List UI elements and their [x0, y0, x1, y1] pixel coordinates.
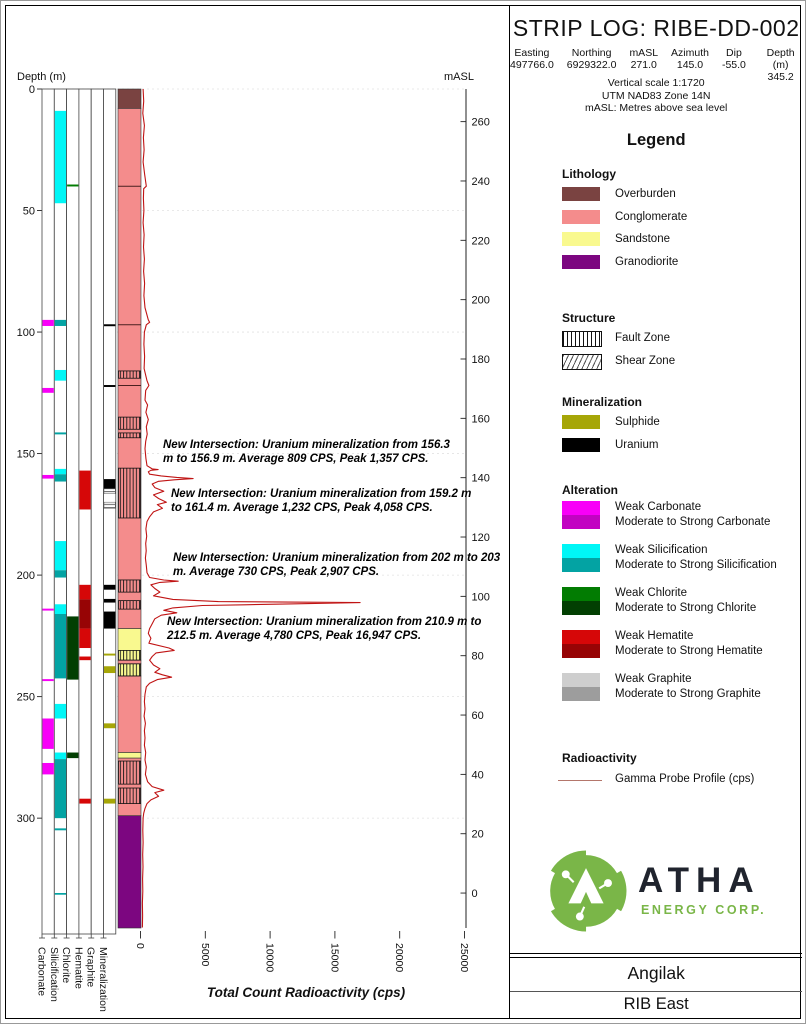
title-block-divider-2: [510, 957, 802, 958]
fault-zone: [119, 371, 141, 378]
bar-silicification: [55, 753, 66, 760]
project-name: Angilak: [627, 963, 685, 983]
intersection-annotation: New Intersection: Uranium mineralization from 156.3 m to 156.9 m. Average 809 CPS, Peak 1,357 CPS.: [163, 439, 450, 465]
intersection-annotation: New Intersection: Uranium mineralization from 202 m to 203 m. Average 730 CPS, Peak 2,907 CPS.: [173, 552, 501, 578]
bar-chlorite: [67, 616, 78, 679]
lith-sandstone: [118, 753, 141, 759]
bar-mineralization: [104, 654, 115, 656]
bar-chlorite: [67, 753, 78, 759]
column-label-mineralization: Mineralization: [97, 947, 109, 1012]
fault-zone: [119, 417, 141, 429]
bar-chlorite: [67, 185, 78, 187]
bar-silicification: [55, 704, 66, 719]
lith-overburden: [118, 89, 141, 108]
bar-silicification: [55, 541, 66, 570]
legend-section-title: Structure: [562, 311, 616, 325]
legend-item-label: Granodiorite: [615, 255, 679, 268]
bar-mineralization: [104, 479, 115, 489]
masl-tick-label: 220: [471, 235, 490, 248]
legend-item-label: Overburden: [615, 188, 676, 200]
column-label-hematite: Hematite: [72, 947, 85, 990]
depth-axis-title: Depth (m): [17, 71, 66, 83]
bar-silicification: [55, 320, 66, 326]
depth-tick-label: 300: [16, 813, 35, 826]
legend-section-title: Alteration: [562, 483, 619, 497]
bar-silicification: [55, 614, 66, 678]
company-logo: [510, 845, 802, 955]
scale-note: UTM NAD83 Zone 14N: [601, 89, 711, 102]
bar-hematite: [79, 599, 90, 628]
legend-section-title: Radioactivity: [562, 751, 637, 765]
bar-carbonate: [43, 475, 54, 479]
collar-field-value: -55.0: [721, 59, 746, 71]
masl-tick-label: 180: [471, 353, 490, 366]
fault-zone: [119, 788, 141, 804]
collar-field-label: Azimuth: [671, 47, 709, 59]
legend-item-label-weak: Weak Graphite: [615, 673, 692, 685]
bar-carbonate: [43, 763, 54, 774]
collar-field-label: mASL: [629, 47, 659, 59]
column-mineralization: [104, 89, 116, 934]
rad-tick-label: 10000: [263, 943, 276, 973]
bar-mineralization: [104, 385, 115, 387]
bar-hematite: [79, 471, 90, 510]
rad-tick-label: 20000: [393, 943, 406, 973]
fault-zone: [119, 433, 141, 438]
collar-field-label: Depth (m): [766, 47, 795, 71]
masl-tick-label: 60: [471, 710, 484, 723]
bar-graphite-stripe-pattern: [104, 489, 115, 494]
rad-tick-label: 5000: [198, 943, 211, 967]
bar-silicification: [55, 604, 66, 614]
bar-carbonate: [43, 388, 54, 393]
legend-swatch-carb_strong: [562, 515, 600, 529]
masl-tick-label: 0: [471, 888, 478, 901]
collar-field-value: 271.0: [630, 59, 657, 71]
legend-item-label-weak: Weak Carbonate: [615, 501, 702, 513]
bar-silicification: [55, 759, 66, 818]
bar-silicification: [55, 570, 66, 577]
bar-mineralization: [104, 599, 115, 603]
scale-notes: [510, 77, 802, 115]
fault-zone: [119, 664, 141, 676]
legend-item-label-strong: Moderate to Strong Graphite: [615, 687, 761, 700]
bar-carbonate: [43, 718, 54, 748]
bar-silicification: [55, 111, 66, 203]
legend-item-label: Gamma Probe Profile (cps): [615, 773, 755, 785]
collar-field-value: 145.0: [676, 59, 704, 71]
legend-item-label: Sulphide: [615, 416, 660, 428]
scale-note: mASL: Metres above sea level: [584, 102, 728, 114]
bar-carbonate: [43, 320, 54, 326]
bar-mineralization: [104, 666, 115, 673]
legend-item-label: Uranium: [615, 438, 659, 451]
legend-swatch-chl_weak: [562, 587, 600, 601]
bar-hematite: [79, 657, 90, 661]
legend-item-label: Conglomerate: [615, 210, 688, 223]
lith-granodiorite: [118, 816, 141, 928]
legend-swatch-uranium: [562, 438, 600, 452]
legend-swatch-sandstone: [562, 232, 600, 246]
collar-field-label: Easting: [514, 47, 550, 59]
legend-title: Legend: [626, 131, 686, 149]
page-title: STRIP LOG: RIBE-DD-002: [512, 15, 800, 41]
atha-logo-icon: [542, 847, 630, 935]
legend-swatch-overburden: [562, 187, 600, 201]
legend-swatch-sil_strong: [562, 558, 600, 572]
bar-silicification: [55, 893, 66, 895]
logo-subtitle: ENERGY CORP.: [641, 903, 767, 917]
legend-item-label-weak: Weak Chlorite: [615, 587, 688, 599]
collar-field-label: Dip: [726, 47, 742, 59]
column-label-chlorite: Chlorite: [60, 947, 73, 984]
legend-swatch-conglomerate: [562, 210, 600, 224]
rad-tick-label: 0: [134, 943, 146, 949]
column-label-carbonate: Carbonate: [35, 947, 48, 997]
depth-tick-label: 100: [16, 327, 35, 340]
legend-item-label-strong: Moderate to Strong Chlorite: [615, 601, 757, 614]
column-carbonate: [42, 89, 54, 934]
depth-tick-label: 200: [16, 570, 35, 583]
legend-item-label-weak: Weak Hematite: [615, 630, 694, 642]
legend-swatch-sulphide: [562, 415, 600, 429]
lith-conglomerate: [118, 676, 141, 753]
masl-tick-label: 80: [471, 650, 484, 663]
legend-swatch-sil_weak: [562, 544, 600, 558]
depth-tick-label: 150: [16, 448, 35, 461]
bar-mineralization: [104, 612, 115, 629]
fault-zone: [119, 650, 141, 660]
title-block-divider: [510, 953, 802, 954]
bar-silicification: [55, 474, 66, 481]
collar-field-value: 497766.0: [510, 59, 554, 71]
column-label-silicification: Silicification: [47, 947, 60, 1002]
legend-swatch-hem_weak: [562, 630, 600, 644]
bar-graphite-stripe-pattern: [104, 502, 115, 508]
legend-swatch-chl_strong: [562, 601, 600, 615]
bar-carbonate: [43, 609, 54, 611]
masl-tick-label: 260: [471, 116, 490, 129]
scale-note: Vertical scale 1:1720: [607, 77, 705, 89]
legend-swatch-gra_strong: [562, 687, 600, 701]
masl-tick-label: 140: [471, 472, 490, 485]
collar-field-value: 345.2: [767, 71, 794, 83]
bar-mineralization: [104, 723, 115, 728]
legend-item-label-strong: Moderate to Strong Silicification: [615, 558, 777, 571]
masl-tick-label: 100: [471, 591, 490, 604]
bar-silicification: [55, 469, 66, 474]
bar-silicification: [55, 432, 66, 434]
masl-tick-label: 200: [471, 294, 490, 307]
bar-hematite: [79, 799, 90, 804]
masl-tick-label: 20: [471, 828, 484, 841]
bar-silicification: [55, 370, 66, 381]
masl-tick-label: 120: [471, 532, 490, 545]
rad-axis-title: Total Count Radioactivity (cps): [206, 985, 406, 1000]
fault-zone: [119, 761, 141, 784]
bar-mineralization: [104, 324, 115, 326]
intersection-annotation: New Intersection: Uranium mineralization from 159.2 m to 161.4 m. Average 1,232 CPS, Peak 4,058 CPS.: [171, 488, 472, 514]
bar-hematite: [79, 585, 90, 600]
legend-item-label: Fault Zone: [615, 332, 670, 344]
fault-zone: [119, 580, 141, 592]
side-panel: [509, 5, 802, 1019]
legend-section-title: Mineralization: [562, 395, 643, 409]
column-graphite: [91, 89, 103, 934]
legend-gamma-line-swatch: [558, 780, 602, 781]
depth-tick-label: 50: [22, 205, 35, 218]
title-block-divider-3: [510, 991, 802, 992]
legend-swatch-carb_weak: [562, 501, 600, 515]
legend-section-title: Lithology: [562, 167, 616, 181]
bar-hematite: [79, 629, 90, 648]
bar-carbonate: [43, 679, 54, 681]
masl-tick-label: 240: [471, 175, 490, 188]
bar-mineralization: [104, 585, 115, 590]
masl-tick-label: 160: [471, 413, 490, 426]
collar-field-label: Northing: [571, 47, 612, 59]
legend-item-label: Shear Zone: [615, 354, 676, 367]
rad-tick-label: 25000: [458, 943, 470, 973]
depth-tick-label: 250: [16, 691, 35, 704]
masl-tick-label: 40: [471, 769, 484, 782]
legend-item-label-strong: Moderate to Strong Hematite: [615, 644, 763, 657]
bar-silicification: [55, 828, 66, 830]
legend-swatch-granodiorite: [562, 255, 600, 269]
fault-zone: [119, 601, 141, 610]
legend-item-label: Sandstone: [615, 233, 670, 245]
legend-swatch-shear: [562, 354, 602, 370]
depth-tick-label: 0: [28, 84, 35, 96]
lith-conglomerate: [118, 660, 141, 664]
legend-item-label-strong: Moderate to Strong Carbonate: [615, 515, 771, 528]
fault-zone: [119, 468, 141, 518]
column-chlorite: [67, 89, 79, 934]
logo-name: ATHA: [638, 861, 761, 900]
masl-axis-title: mASL: [444, 71, 474, 83]
legend-item-label-weak: Weak Silicification: [615, 544, 708, 556]
legend-swatch-fault: [562, 331, 602, 347]
collar-field-value: 6929322.0: [566, 59, 617, 71]
legend-swatch-gra_weak: [562, 673, 600, 687]
intersection-annotation: New Intersection: Uranium mineralization from 210.9 m to 212.5 m. Average 4,780 CPS, Peak 16,947 CPS.: [167, 616, 482, 642]
rad-tick-label: 15000: [328, 943, 341, 973]
bar-mineralization: [104, 799, 115, 804]
area-name: RIB East: [623, 995, 689, 1013]
column-hematite: [79, 89, 91, 934]
legend-swatch-hem_strong: [562, 644, 600, 658]
column-label-graphite: Graphite: [84, 947, 97, 988]
